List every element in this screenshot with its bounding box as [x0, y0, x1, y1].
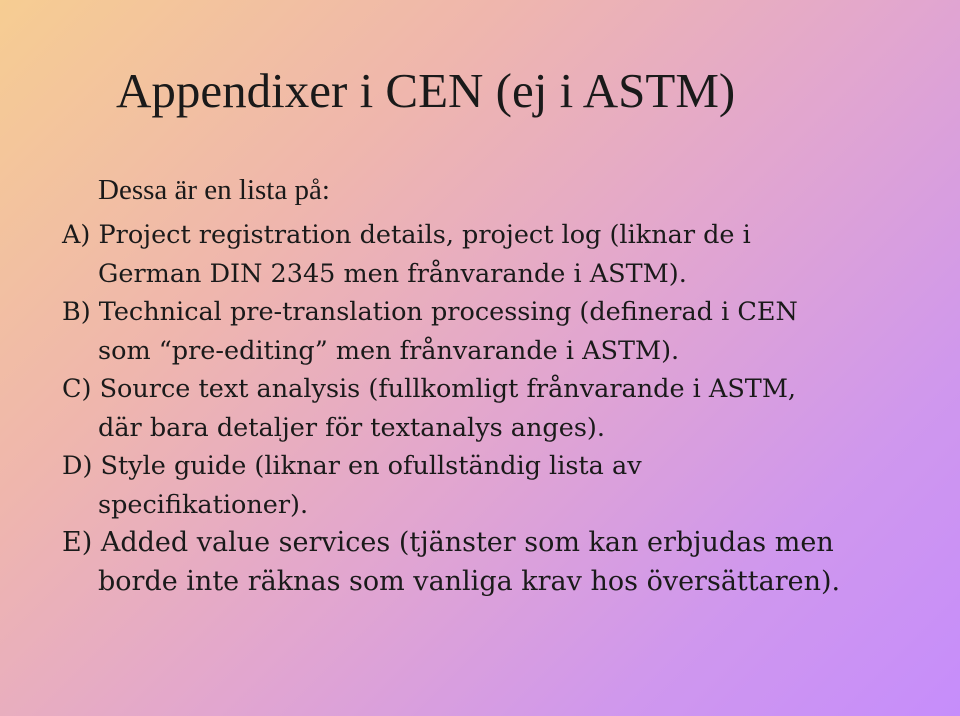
list-item-d — [62, 447, 942, 524]
list-item-line: C) Source text analysis (fullkomligt frånvarande i ASTM, — [62, 374, 797, 404]
list-item-line: E) Added value services (tjänster som kan erbjudas men — [62, 527, 834, 558]
list-item-line: A) Project registration details, project log (liknar de i — [62, 220, 751, 250]
appendix-list — [62, 216, 942, 601]
list-item-continuation: German DIN 2345 men frånvarande i ASTM). — [98, 258, 687, 289]
list-item-continuation: som “pre-editing” men frånvarande i ASTM). — [98, 335, 680, 366]
list-item-c — [62, 370, 942, 447]
list-item-a — [62, 216, 942, 293]
list-item-continuation: borde inte räknas som vanliga krav hos översättaren). — [98, 565, 841, 597]
list-item-continuation: där bara detaljer för textanalys anges). — [98, 412, 605, 443]
list-item-line: D) Style guide (liknar en ofullständig lista av — [62, 451, 642, 481]
intro-text: Dessa är en lista på: — [98, 174, 330, 206]
list-item-b — [62, 293, 942, 370]
list-item-e — [62, 524, 942, 601]
list-item-line: B) Technical pre-translation processing (definerad i CEN — [62, 297, 798, 327]
slide-title: Appendixer i CEN (ej i ASTM) — [116, 63, 736, 118]
list-item-continuation: specifikationer). — [98, 489, 309, 520]
